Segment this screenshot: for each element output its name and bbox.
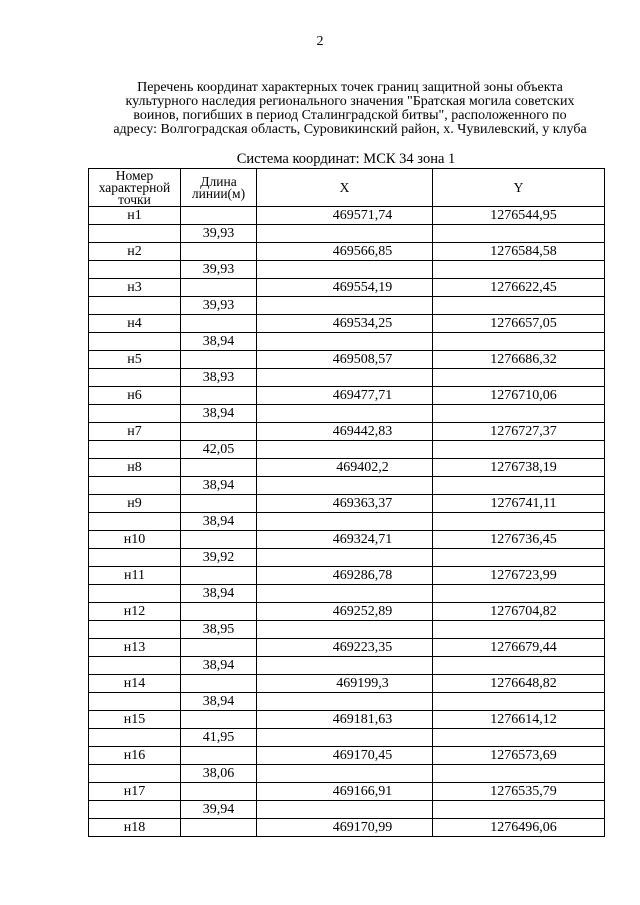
y-empty <box>433 729 605 747</box>
table-row <box>89 369 605 387</box>
point-name: н10 <box>89 531 181 549</box>
x-empty <box>257 621 433 639</box>
line-length: 38,94 <box>181 477 257 495</box>
x-empty <box>257 441 433 459</box>
point-name: н17 <box>89 783 181 801</box>
point-empty <box>89 405 181 423</box>
line-length: 38,94 <box>181 657 257 675</box>
line-length: 38,93 <box>181 369 257 387</box>
length-empty <box>181 243 257 261</box>
point-name: н9 <box>89 495 181 513</box>
point-empty <box>89 369 181 387</box>
y-empty <box>433 765 605 783</box>
point-name: н6 <box>89 387 181 405</box>
x-value: 469199,3 <box>257 675 433 693</box>
x-value: 469170,99 <box>257 819 433 837</box>
line-length: 41,95 <box>181 729 257 747</box>
table-row <box>89 423 605 441</box>
length-empty <box>181 531 257 549</box>
header-line-length: Длина линии(м) <box>181 169 257 207</box>
point-empty <box>89 477 181 495</box>
point-name: н12 <box>89 603 181 621</box>
y-value: 1276741,11 <box>433 495 605 513</box>
point-name: н11 <box>89 567 181 585</box>
length-empty <box>181 207 257 225</box>
point-name: н18 <box>89 819 181 837</box>
y-empty <box>433 621 605 639</box>
point-name: н2 <box>89 243 181 261</box>
point-name: н16 <box>89 747 181 765</box>
length-empty <box>181 495 257 513</box>
x-value: 469534,25 <box>257 315 433 333</box>
point-name: н15 <box>89 711 181 729</box>
x-empty <box>257 225 433 243</box>
table-row <box>89 729 605 747</box>
table-row <box>89 819 605 837</box>
y-empty <box>433 549 605 567</box>
table-row <box>89 405 605 423</box>
point-name: н8 <box>89 459 181 477</box>
table-row <box>89 675 605 693</box>
table-row <box>89 657 605 675</box>
y-value: 1276704,82 <box>433 603 605 621</box>
line-length: 38,94 <box>181 333 257 351</box>
x-value: 469324,71 <box>257 531 433 549</box>
y-empty <box>433 225 605 243</box>
line-length: 38,94 <box>181 513 257 531</box>
y-empty <box>433 405 605 423</box>
length-empty <box>181 459 257 477</box>
title-line: Перечень координат характерных точек границ защитной зоны объекта <box>137 80 563 95</box>
x-value: 469286,78 <box>257 567 433 585</box>
y-value: 1276727,37 <box>433 423 605 441</box>
y-empty <box>433 801 605 819</box>
x-empty <box>257 477 433 495</box>
y-value: 1276679,44 <box>433 639 605 657</box>
y-empty <box>433 585 605 603</box>
y-value: 1276648,82 <box>433 675 605 693</box>
y-value: 1276614,12 <box>433 711 605 729</box>
x-empty <box>257 693 433 711</box>
table-row <box>89 441 605 459</box>
point-name: н3 <box>89 279 181 297</box>
y-value: 1276622,45 <box>433 279 605 297</box>
x-value: 469442,83 <box>257 423 433 441</box>
line-length: 39,93 <box>181 261 257 279</box>
x-value: 469223,35 <box>257 639 433 657</box>
table-row <box>89 585 605 603</box>
line-length: 38,94 <box>181 585 257 603</box>
point-empty <box>89 693 181 711</box>
page-number: 2 <box>316 34 324 49</box>
table-row <box>89 693 605 711</box>
line-length: 42,05 <box>181 441 257 459</box>
point-empty <box>89 225 181 243</box>
point-empty <box>89 621 181 639</box>
y-value: 1276736,45 <box>433 531 605 549</box>
x-empty <box>257 333 433 351</box>
line-length: 39,93 <box>181 297 257 315</box>
x-value: 469554,19 <box>257 279 433 297</box>
x-value: 469170,45 <box>257 747 433 765</box>
y-empty <box>433 261 605 279</box>
point-empty <box>89 513 181 531</box>
table-row <box>89 711 605 729</box>
point-name: н13 <box>89 639 181 657</box>
table-row <box>89 567 605 585</box>
line-length: 38,94 <box>181 405 257 423</box>
line-length: 38,06 <box>181 765 257 783</box>
x-value: 469181,63 <box>257 711 433 729</box>
point-empty <box>89 765 181 783</box>
table-row <box>89 387 605 405</box>
y-value: 1276535,79 <box>433 783 605 801</box>
table-row <box>89 207 605 225</box>
table-row <box>89 639 605 657</box>
header-x: X <box>257 169 433 207</box>
y-empty <box>433 693 605 711</box>
table-row <box>89 747 605 765</box>
line-length: 39,94 <box>181 801 257 819</box>
table-row <box>89 603 605 621</box>
y-empty <box>433 297 605 315</box>
point-empty <box>89 729 181 747</box>
y-value: 1276544,95 <box>433 207 605 225</box>
table-row <box>89 513 605 531</box>
x-empty <box>257 729 433 747</box>
point-empty <box>89 657 181 675</box>
point-empty <box>89 801 181 819</box>
length-empty <box>181 603 257 621</box>
table-row <box>89 801 605 819</box>
length-empty <box>181 315 257 333</box>
y-empty <box>433 369 605 387</box>
x-empty <box>257 297 433 315</box>
x-empty <box>257 261 433 279</box>
point-name: н14 <box>89 675 181 693</box>
point-empty <box>89 333 181 351</box>
y-value: 1276496,06 <box>433 819 605 837</box>
table-header-row <box>89 169 605 207</box>
table-row <box>89 477 605 495</box>
x-empty <box>257 765 433 783</box>
point-empty <box>89 549 181 567</box>
point-empty <box>89 297 181 315</box>
length-empty <box>181 567 257 585</box>
y-empty <box>433 657 605 675</box>
table-row <box>89 495 605 513</box>
length-empty <box>181 747 257 765</box>
x-empty <box>257 513 433 531</box>
table-row <box>89 243 605 261</box>
table-row <box>89 549 605 567</box>
table-row <box>89 261 605 279</box>
y-value: 1276686,32 <box>433 351 605 369</box>
x-empty <box>257 801 433 819</box>
table-row <box>89 315 605 333</box>
y-value: 1276723,99 <box>433 567 605 585</box>
y-empty <box>433 333 605 351</box>
table-row <box>89 279 605 297</box>
table-row <box>89 783 605 801</box>
header-point-number: Номер характерной точки <box>89 169 181 207</box>
point-empty <box>89 441 181 459</box>
length-empty <box>181 783 257 801</box>
table-row <box>89 459 605 477</box>
point-name: н4 <box>89 315 181 333</box>
table-row <box>89 765 605 783</box>
title-line: адресу: Волгоградская область, Суровикинский район, х. Чувилевский, у клуба <box>113 122 587 137</box>
title-line: воинов, погибших в период Сталинградской битвы", расположенного по <box>133 108 567 123</box>
x-empty <box>257 405 433 423</box>
coordinates-table <box>88 168 605 837</box>
length-empty <box>181 279 257 297</box>
x-value: 469166,91 <box>257 783 433 801</box>
length-empty <box>181 675 257 693</box>
length-empty <box>181 423 257 441</box>
length-empty <box>181 711 257 729</box>
title-line: культурного наследия регионального значения "Братская могила советских <box>125 94 575 109</box>
point-name: н5 <box>89 351 181 369</box>
line-length: 38,95 <box>181 621 257 639</box>
y-value: 1276657,05 <box>433 315 605 333</box>
table-row <box>89 333 605 351</box>
x-empty <box>257 369 433 387</box>
x-value: 469363,37 <box>257 495 433 513</box>
y-empty <box>433 441 605 459</box>
x-value: 469402,2 <box>257 459 433 477</box>
x-empty <box>257 549 433 567</box>
x-value: 469252,89 <box>257 603 433 621</box>
y-value: 1276710,06 <box>433 387 605 405</box>
length-empty <box>181 639 257 657</box>
y-value: 1276573,69 <box>433 747 605 765</box>
point-name: н1 <box>89 207 181 225</box>
x-value: 469508,57 <box>257 351 433 369</box>
table-row <box>89 297 605 315</box>
x-empty <box>257 657 433 675</box>
line-length: 38,94 <box>181 693 257 711</box>
y-value: 1276738,19 <box>433 459 605 477</box>
header-y: Y <box>433 169 605 207</box>
table-row <box>89 621 605 639</box>
length-empty <box>181 819 257 837</box>
line-length: 39,92 <box>181 549 257 567</box>
x-empty <box>257 585 433 603</box>
x-value: 469477,71 <box>257 387 433 405</box>
point-name: н7 <box>89 423 181 441</box>
x-value: 469571,74 <box>257 207 433 225</box>
line-length: 39,93 <box>181 225 257 243</box>
y-value: 1276584,58 <box>433 243 605 261</box>
length-empty <box>181 351 257 369</box>
table-row <box>89 351 605 369</box>
table-row <box>89 531 605 549</box>
y-empty <box>433 477 605 495</box>
x-value: 469566,85 <box>257 243 433 261</box>
point-empty <box>89 585 181 603</box>
document-title <box>60 81 640 137</box>
y-empty <box>433 513 605 531</box>
coordinate-system-caption: Система координат: МСК 34 зона 1 <box>236 151 456 167</box>
point-empty <box>89 261 181 279</box>
table-row <box>89 225 605 243</box>
length-empty <box>181 387 257 405</box>
